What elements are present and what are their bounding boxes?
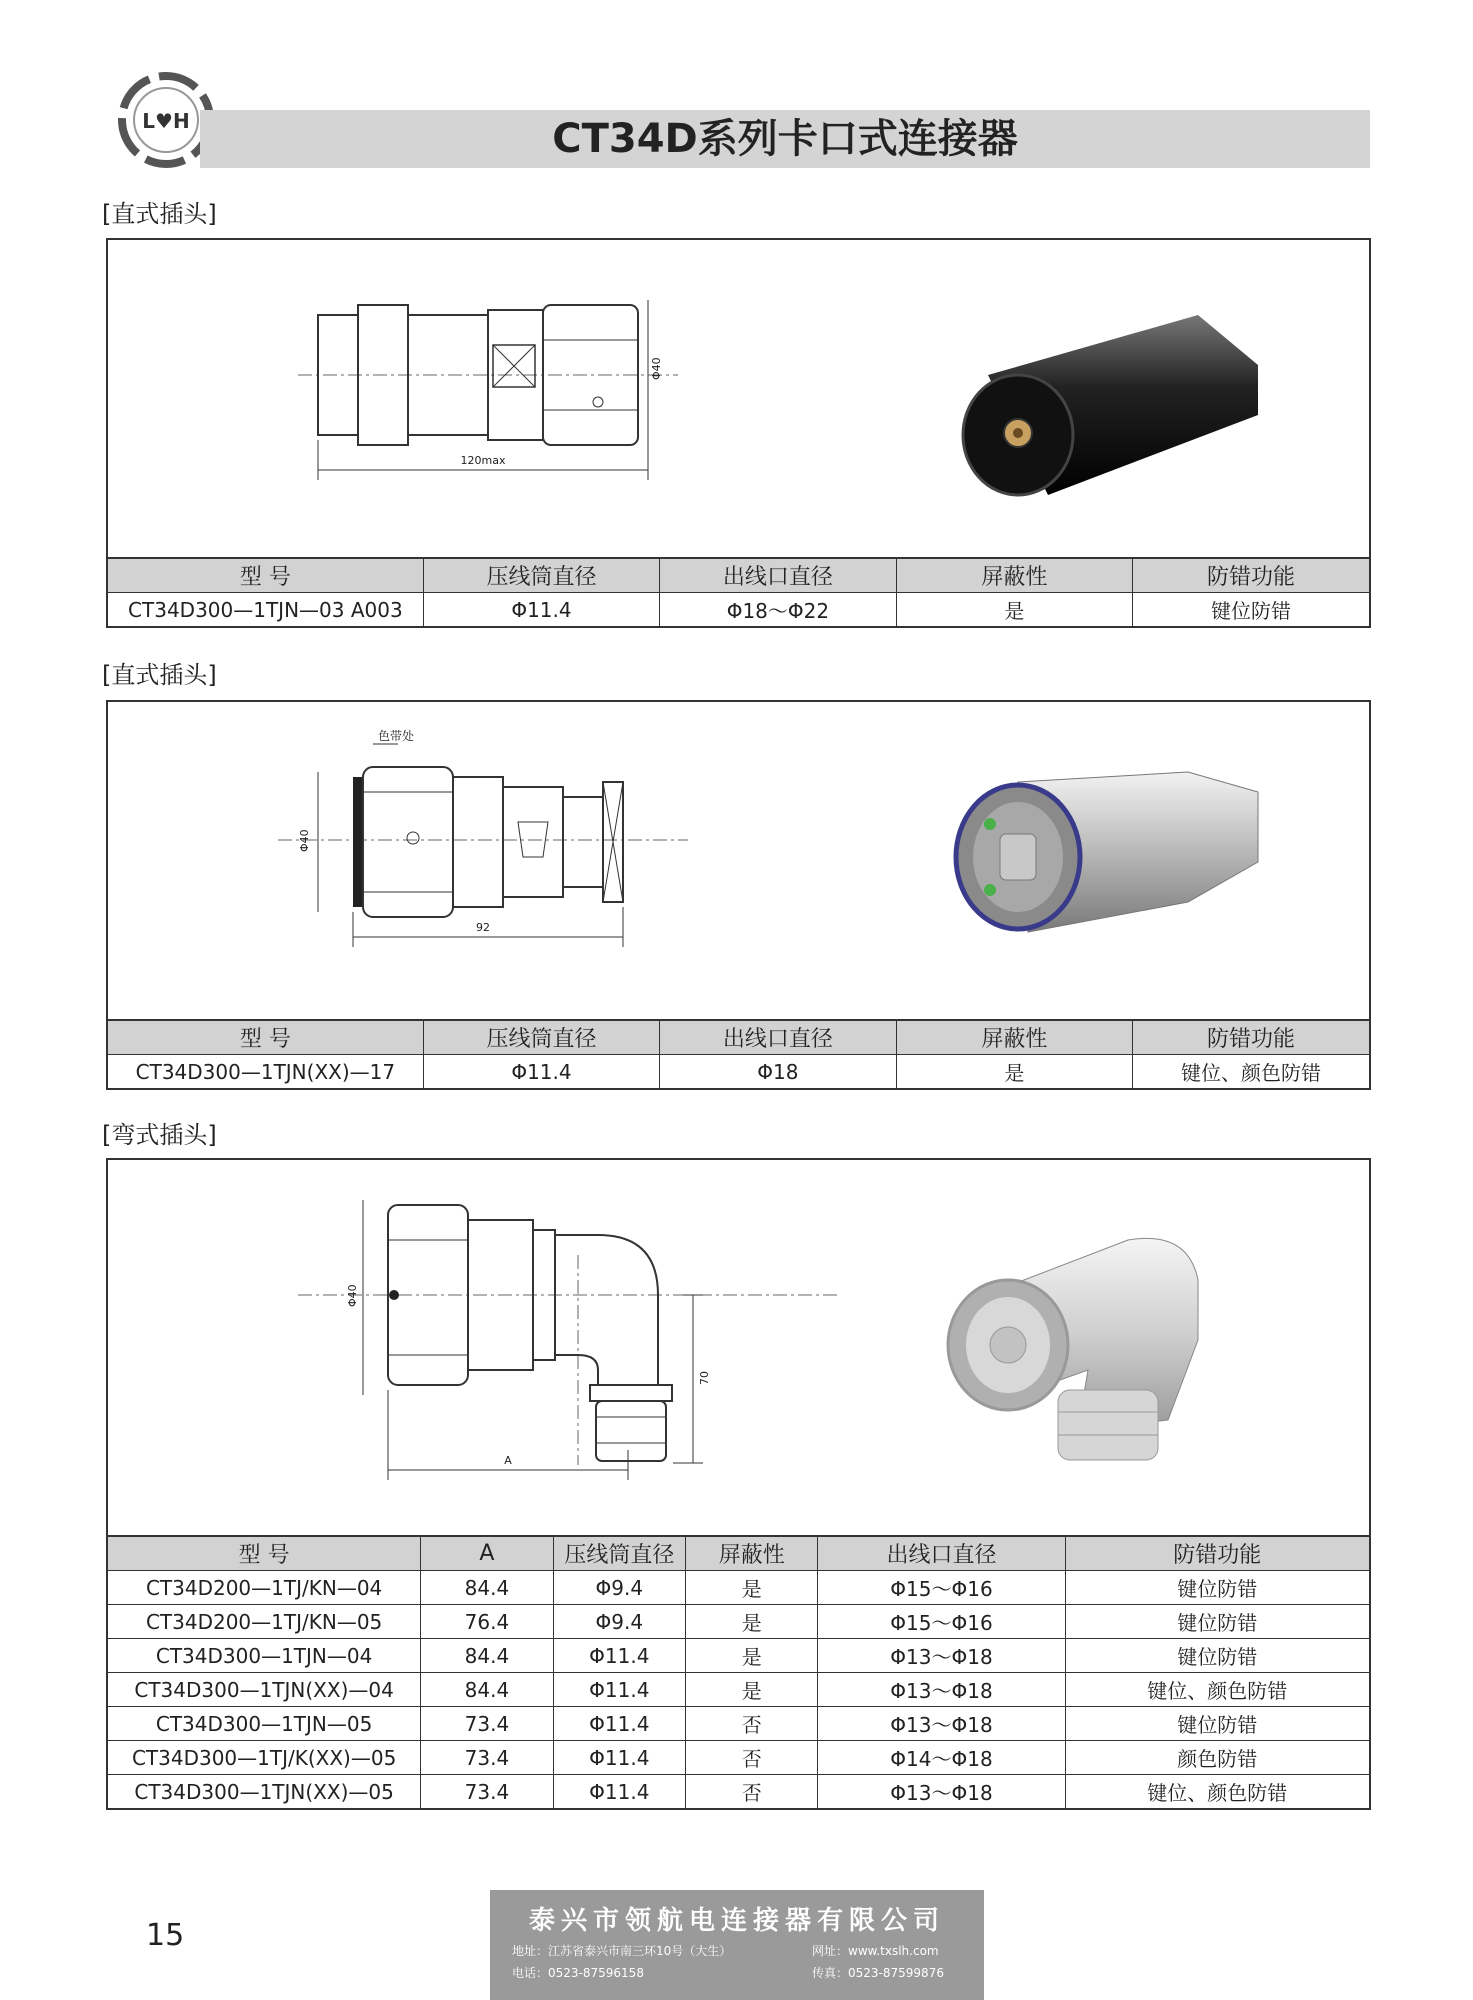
length-dimension: 120max <box>460 454 506 467</box>
cell-model: CT34D300—1TJN—03 A003 <box>108 593 423 627</box>
color-band-label: 色带处 <box>378 729 415 743</box>
footer-company-name: 泰兴市领航电连接器有限公司 <box>528 1906 945 1936</box>
header-outlet-diameter: 出线口直径 <box>660 558 896 593</box>
cell-outlet-diameter: Φ15～Φ16 <box>818 1571 1065 1605</box>
header-model: 型 号 <box>108 1536 421 1571</box>
cell-dimension-a: 73.4 <box>421 1741 553 1775</box>
dimension-drawing-1 <box>298 300 698 490</box>
table-row <box>108 1605 1369 1639</box>
header-shielding: 屏蔽性 <box>896 558 1132 593</box>
cell-dimension-a: 73.4 <box>421 1707 553 1741</box>
footer-address: 地址：江苏省泰兴市南三环10号（大生） <box>512 1944 732 1958</box>
cell-model: CT34D300—1TJN—05 <box>108 1707 421 1741</box>
cell-polarization: 颜色防错 <box>1065 1741 1369 1775</box>
table-row <box>108 1673 1369 1707</box>
cell-model: CT34D300—1TJN—04 <box>108 1639 421 1673</box>
spec-table-2 <box>108 1019 1369 1088</box>
header-model: 型 号 <box>108 1020 423 1055</box>
cell-shielding: 是 <box>686 1673 818 1707</box>
cell-crimp-diameter: Φ11.4 <box>553 1775 685 1809</box>
header-polarization: 防错功能 <box>1133 1020 1369 1055</box>
product-photo-1 <box>928 305 1288 505</box>
header-dimension-a: A <box>421 1536 553 1571</box>
cell-crimp-diameter: Φ11.4 <box>423 1055 659 1089</box>
cell-crimp-diameter: Φ9.4 <box>553 1605 685 1639</box>
cell-shielding: 否 <box>686 1775 818 1809</box>
cell-model: CT34D300—1TJN(XX)—04 <box>108 1673 421 1707</box>
cell-polarization: 键位、颜色防错 <box>1065 1673 1369 1707</box>
cell-crimp-diameter: Φ11.4 <box>423 593 659 627</box>
footer-fax: 传真：0523-87599876 <box>812 1966 944 1980</box>
cell-model: CT34D300—1TJN(XX)—05 <box>108 1775 421 1809</box>
header-outlet-diameter: 出线口直径 <box>818 1536 1065 1571</box>
header-polarization: 防错功能 <box>1133 558 1369 593</box>
product-photo-3 <box>928 1220 1288 1480</box>
cell-model: CT34D300—1TJN(XX)—17 <box>108 1055 423 1089</box>
page-number: 15 <box>146 1918 185 1953</box>
height-dimension: 70 <box>698 1371 711 1385</box>
diameter-dimension: Φ40 <box>346 1284 359 1307</box>
table-row <box>108 1741 1369 1775</box>
cell-outlet-diameter: Φ13～Φ18 <box>818 1673 1065 1707</box>
header-polarization: 防错功能 <box>1065 1536 1369 1571</box>
table-row <box>108 1639 1369 1673</box>
header-shielding: 屏蔽性 <box>686 1536 818 1571</box>
cell-crimp-diameter: Φ11.4 <box>553 1673 685 1707</box>
cell-dimension-a: 84.4 <box>421 1571 553 1605</box>
cell-shielding: 否 <box>686 1707 818 1741</box>
cell-shielding: 是 <box>686 1639 818 1673</box>
product-panel-2 <box>106 700 1371 1090</box>
table-row <box>108 1571 1369 1605</box>
cell-outlet-diameter: Φ13～Φ18 <box>818 1707 1065 1741</box>
cell-outlet-diameter: Φ13～Φ18 <box>818 1639 1065 1673</box>
diameter-dimension: Φ40 <box>650 357 663 380</box>
footer-website: 网址：www.txslh.com <box>812 1944 939 1958</box>
length-dimension: 92 <box>476 921 490 934</box>
logo-text: L♥H <box>142 109 190 133</box>
cell-shielding: 是 <box>686 1605 818 1639</box>
spec-table-3 <box>108 1535 1369 1808</box>
cell-dimension-a: 84.4 <box>421 1639 553 1673</box>
section-label-straight-plug-2: [直式插头] <box>102 661 217 689</box>
diameter-dimension: Φ40 <box>298 829 311 852</box>
spec-table-1 <box>108 557 1369 626</box>
header-crimp-diameter: 压线筒直径 <box>423 1020 659 1055</box>
cell-polarization: 键位防错 <box>1065 1605 1369 1639</box>
cell-crimp-diameter: Φ11.4 <box>553 1639 685 1673</box>
table-header-row <box>108 1536 1369 1571</box>
cell-model: CT34D200—1TJ/KN—04 <box>108 1571 421 1605</box>
cell-outlet-diameter: Φ15～Φ16 <box>818 1605 1065 1639</box>
length-dimension: A <box>504 1454 512 1467</box>
header-outlet-diameter: 出线口直径 <box>660 1020 896 1055</box>
header-crimp-diameter: 压线筒直径 <box>423 558 659 593</box>
section-label-straight-plug-1: [直式插头] <box>102 200 217 228</box>
cell-model: CT34D300—1TJ/K(XX)—05 <box>108 1741 421 1775</box>
cell-crimp-diameter: Φ11.4 <box>553 1741 685 1775</box>
cell-shielding: 是 <box>896 593 1132 627</box>
cell-polarization: 键位、颜色防错 <box>1065 1775 1369 1809</box>
table-header-row <box>108 558 1369 593</box>
header-model: 型 号 <box>108 558 423 593</box>
table-header-row <box>108 1020 1369 1055</box>
cell-crimp-diameter: Φ9.4 <box>553 1571 685 1605</box>
table-row <box>108 1055 1369 1089</box>
product-panel-1 <box>106 238 1371 628</box>
section-label-angled-plug: [弯式插头] <box>102 1121 217 1149</box>
page-title: CT34D系列卡口式连接器 <box>552 116 1018 162</box>
cell-dimension-a: 84.4 <box>421 1673 553 1707</box>
cell-outlet-diameter: Φ13～Φ18 <box>818 1775 1065 1809</box>
cell-polarization: 键位防错 <box>1065 1571 1369 1605</box>
footer-phone: 电话：0523-87596158 <box>512 1966 644 1980</box>
cell-outlet-diameter: Φ18 <box>660 1055 896 1089</box>
table-row <box>108 1707 1369 1741</box>
cell-dimension-a: 76.4 <box>421 1605 553 1639</box>
cell-polarization: 键位防错 <box>1133 593 1369 627</box>
cell-crimp-diameter: Φ11.4 <box>553 1707 685 1741</box>
product-photo-2 <box>928 752 1288 942</box>
table-row <box>108 1775 1369 1809</box>
dimension-drawing-2 <box>278 722 698 952</box>
header-shielding: 屏蔽性 <box>896 1020 1132 1055</box>
header-crimp-diameter: 压线筒直径 <box>553 1536 685 1571</box>
cell-shielding: 是 <box>686 1571 818 1605</box>
dimension-drawing-3 <box>298 1195 858 1485</box>
cell-polarization: 键位、颜色防错 <box>1133 1055 1369 1089</box>
cell-polarization: 键位防错 <box>1065 1639 1369 1673</box>
cell-model: CT34D200—1TJ/KN—05 <box>108 1605 421 1639</box>
cell-outlet-diameter: Φ18～Φ22 <box>660 593 896 627</box>
cell-shielding: 是 <box>896 1055 1132 1089</box>
cell-shielding: 否 <box>686 1741 818 1775</box>
cell-outlet-diameter: Φ14～Φ18 <box>818 1741 1065 1775</box>
cell-polarization: 键位防错 <box>1065 1707 1369 1741</box>
product-panel-3 <box>106 1158 1371 1810</box>
cell-dimension-a: 73.4 <box>421 1775 553 1809</box>
table-row <box>108 593 1369 627</box>
